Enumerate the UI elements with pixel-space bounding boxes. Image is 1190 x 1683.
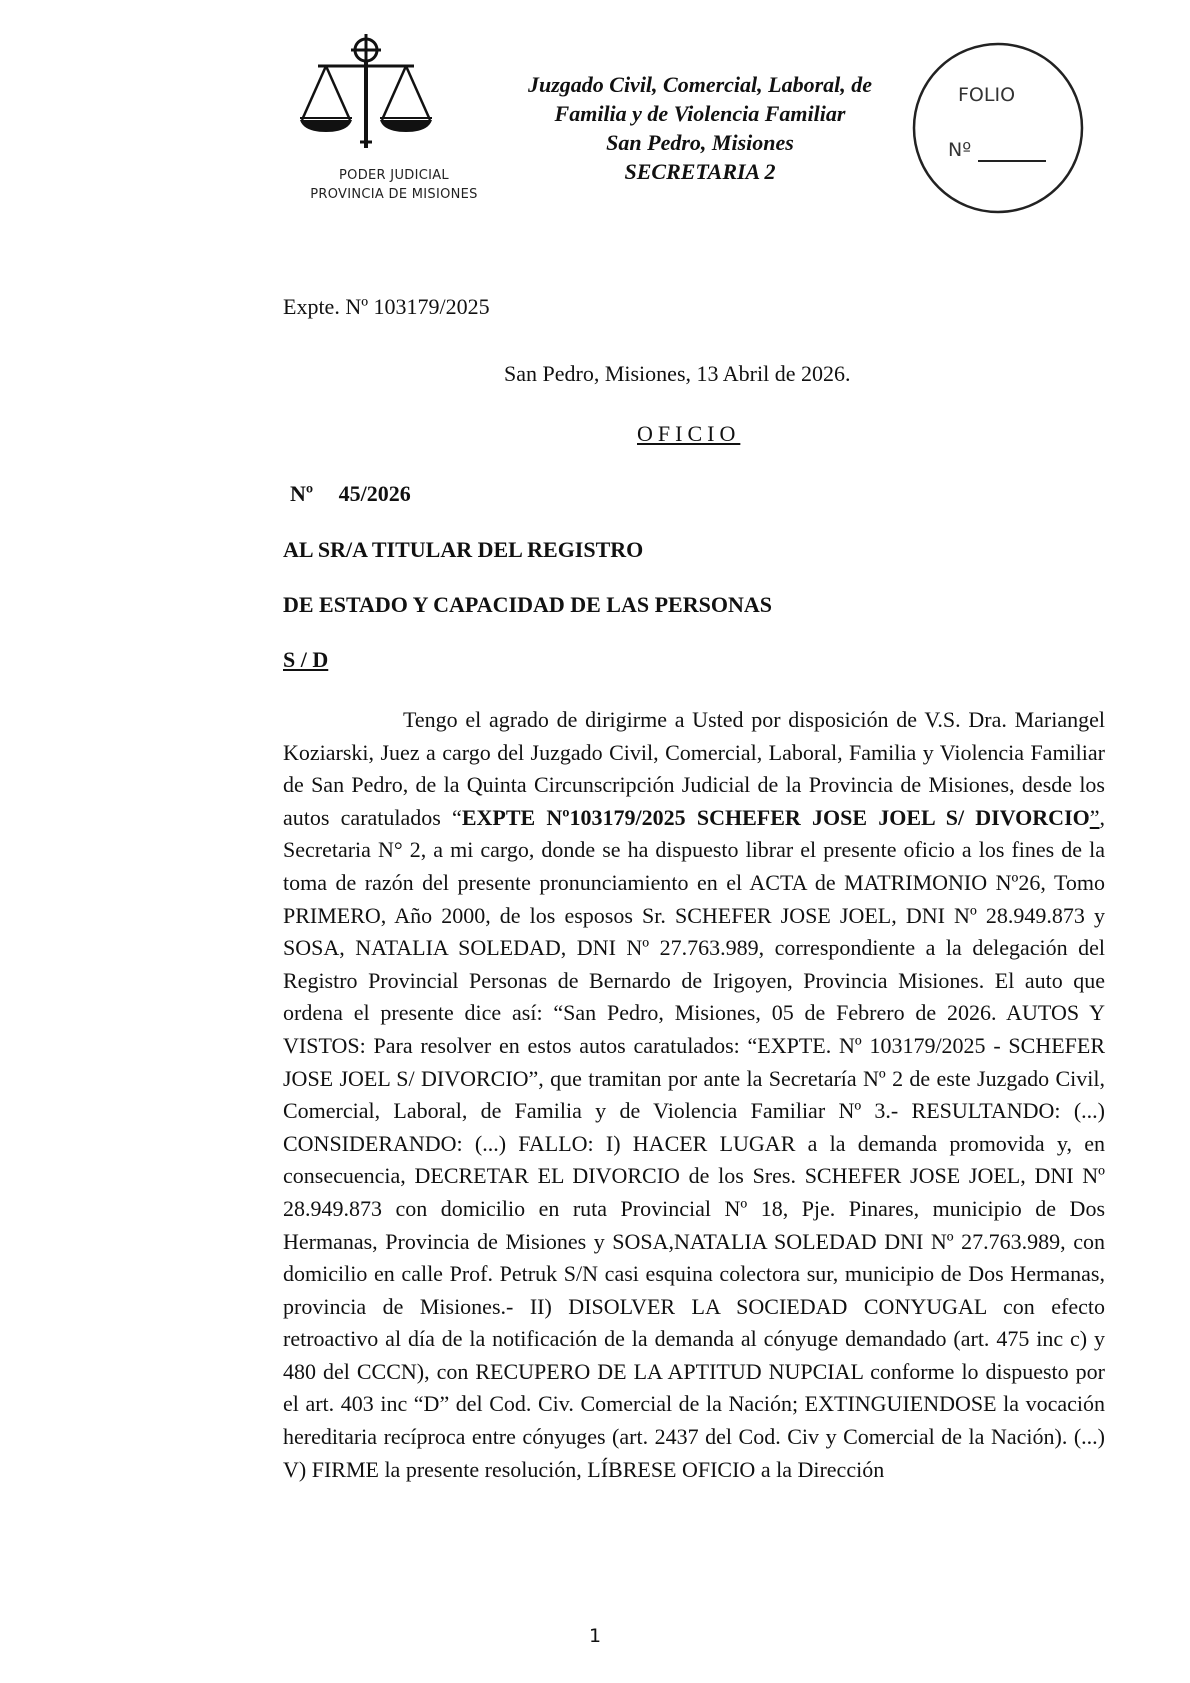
salutation: S / D <box>283 647 329 672</box>
body-rest: , Secretaria N° 2, a mi cargo, donde se ha dispuesto librar el presente oficio a los fines de la toma de razón del presente pronunciamiento en el ACTA de MATRIMONIO Nº26, Tomo PRIMERO, Año 2000, de los esposos Sr. SCHEFER JOSE JOEL, DNI Nº 28.949.873 y SOSA, NATALIA SOLEDAD, DNI Nº 27.763.989, correspondiente a la delegación del Registro Provincial Personas de Bernardo de Irigoyen, Provincia Misiones. El auto que ordena el presente dice así: “San Pedro, Misiones, 05 de Febrero de 2026. AUTOS Y VISTOS: Para resolver en estos autos caratulados: “EXPTE. Nº 103179/2025 - SCHEFER JOSE JOEL S/ DIVORCIO”, que tramitan por ante la Secretaría Nº 2 de este Juzgado Civil, Comercial, Laboral, de Familia y de Violencia Familiar Nº 3.- RESULTANDO: (...) CONSIDERANDO: (...) FALLO: I) HACER LUGAR a la demanda promovida y, en consecuencia, DECRETAR EL DIVORCIO de los Sres. SCHEFER JOSE JOEL, DNI Nº 28.949.873 con domicilio en ruta Provincial Nº 18, Pje. Pinares, municipio de Dos Hermanas, Provincia de Misiones y SOSA,NATALIA SOLEDAD DNI Nº 27.763.989, con domicilio en calle Prof. Petruk S/N casi esquina colectora sur, municipio de Dos Hermanas, provincia de Misiones.- II) DISOLVER LA SOCIEDAD CONYUGAL con efecto retroactivo al día de la notificación de la demanda al cónyuge demandado (art. 475 inc c) y 480 del CCCN), con RECUPERO DE LA APTITUD NUPCIAL conforme lo dispuesto por el art. 403 inc “D” del Cod. Civ. Comercial de la Nación; EXTINGUIENDOSE la vocación hereditaria recíproca entre cónyuges (art. 2437 del Cod. Civ y Comercial de la Nación). (...) V) FIRME la presente resolución, LÍBRESE OFICIO a la Dirección <box>283 804 1106 1482</box>
addressee-line-1: AL SR/A TITULAR DEL REGISTRO <box>283 537 644 562</box>
date-line: San Pedro, Misiones, 13 Abril de 2026. <box>504 361 851 386</box>
folio-number-blank <box>978 160 1046 162</box>
logo-caption <box>296 166 492 204</box>
oficio-number <box>290 481 411 507</box>
folio-stamp-circle <box>908 40 1088 220</box>
court-heading <box>500 70 900 186</box>
oficio-number-label: Nº <box>290 481 314 506</box>
court-heading-line: SECRETARIA 2 <box>624 159 776 184</box>
addressee-line-2: DE ESTADO Y CAPACIDAD DE LAS PERSONAS <box>283 592 772 617</box>
court-heading-line: San Pedro, Misiones <box>606 130 794 155</box>
folio-label: FOLIO <box>958 84 1016 106</box>
case-title-close-quote: ” <box>1089 804 1100 830</box>
logo-caption-line: PROVINCIA DE MISIONES <box>310 187 478 202</box>
expediente-number: Expte. Nº 103179/2025 <box>283 294 490 319</box>
court-heading-line: Familia y de Violencia Familiar <box>554 101 846 126</box>
body-paragraph <box>283 704 1105 1486</box>
case-title: EXPTE Nº103179/2025 SCHEFER JOSE JOEL S/ DIVORCIO <box>461 804 1090 830</box>
court-heading-line: Juzgado Civil, Comercial, Laboral, de <box>527 72 873 97</box>
page-number: 1 <box>588 1625 602 1647</box>
body-intro: Tengo el agrado de dirigirme a Usted por disposición de V.S. Dra. Mariangel Koziarski, Juez a cargo del Juzgado Civil, Comercial, Laboral, Familia y Violencia Familiar de San Pedro, de la Quinta Circunscripción Judicial de la Provincia de Misiones, desde los autos caratulados “ <box>283 707 1105 830</box>
logo-caption-line: PODER JUDICIAL <box>339 168 449 183</box>
document-type-title: OFICIO <box>637 421 741 446</box>
folio-number-label: Nº <box>948 139 972 161</box>
oficio-number-value: 45/2026 <box>338 481 411 506</box>
